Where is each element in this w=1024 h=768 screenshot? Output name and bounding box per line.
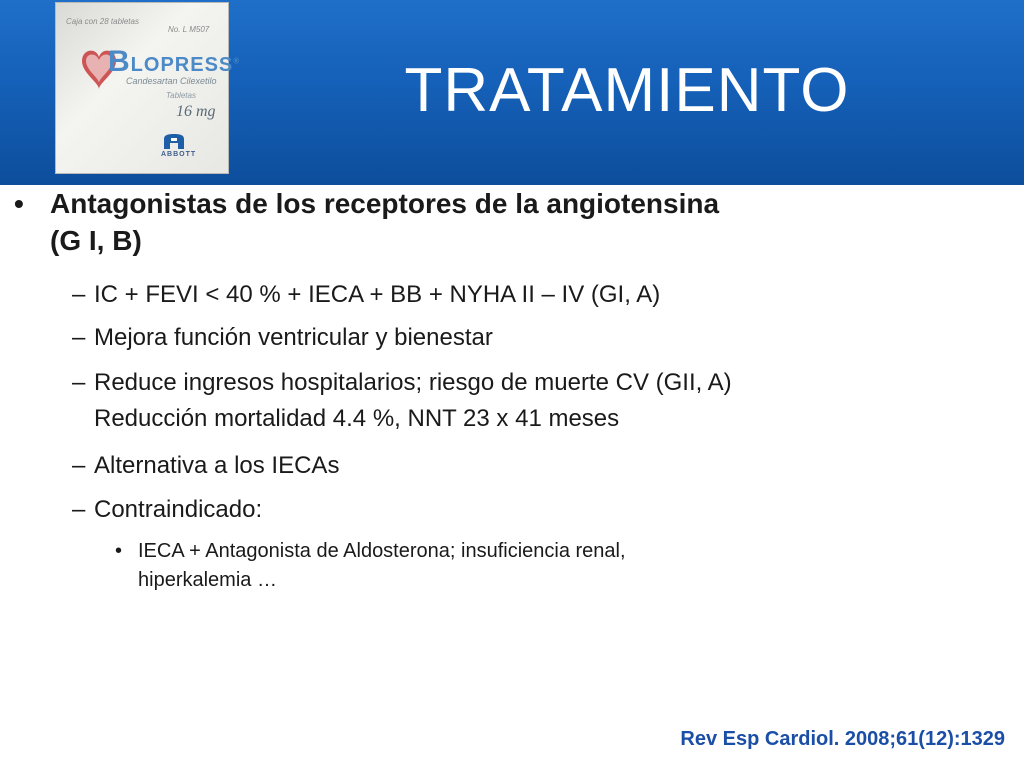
subsub-bullet-line1: IECA + Antagonista de Aldosterona; insuficiencia renal, xyxy=(138,540,626,562)
subsub-bullet-line2: hiperkalemia … xyxy=(138,569,277,591)
main-bullet xyxy=(50,185,870,259)
sub-bullet-2: Mejora función ventricular y bienestar xyxy=(94,324,493,351)
citation-reference: Rev Esp Cardiol. 2008;61(12):1329 xyxy=(680,728,1005,750)
main-bullet-line1: Antagonistas de los receptores de la angiotensina xyxy=(50,188,720,219)
slide-title: TRATAMIENTO xyxy=(404,56,850,125)
sub-bullet-3-line2: Reducción mortalidad 4.4 %, NNT 23 x 41 meses xyxy=(94,405,620,432)
dash-icon: – xyxy=(72,324,86,351)
header-band xyxy=(0,0,1024,185)
dash-icon: – xyxy=(72,452,86,479)
registered-mark: ® xyxy=(233,56,241,66)
generic-name: Candesartan Cilexetilo xyxy=(126,76,217,86)
subsub-bullet xyxy=(138,537,838,595)
sub-bullet-5: Contraindicado: xyxy=(94,496,263,523)
dash-icon: – xyxy=(72,496,86,523)
main-bullet-line2: (G I, B) xyxy=(50,225,142,256)
brand-rest: LOPRESS xyxy=(130,54,234,76)
box-count-label: Caja con 28 tabletas xyxy=(66,17,139,26)
brand-name xyxy=(108,45,240,79)
abbott-logo-icon xyxy=(162,133,186,151)
maker-label: ABBOTT xyxy=(161,151,197,158)
level3-bullet-icon: • xyxy=(115,540,123,562)
sub-bullet-4: Alternativa a los IECAs xyxy=(94,452,340,479)
sub-bullet-3 xyxy=(94,365,954,437)
brand-initial: B xyxy=(108,45,131,78)
product-box-image xyxy=(55,2,241,174)
dash-icon: – xyxy=(72,281,86,308)
dose-label: 16 mg xyxy=(176,103,216,120)
sub-bullet-1: IC + FEVI < 40 % + IECA + BB + NYHA II – IV (GI, A) xyxy=(94,281,661,308)
dash-icon: – xyxy=(72,369,86,396)
box-lot-label: No. L M507 xyxy=(168,25,210,34)
dosage-form: Tabletas xyxy=(166,91,196,100)
sub-bullet-3-line1: Reduce ingresos hospitalarios; riesgo de muerte CV (GII, A) xyxy=(94,369,732,396)
level1-bullet-icon: • xyxy=(14,188,24,219)
